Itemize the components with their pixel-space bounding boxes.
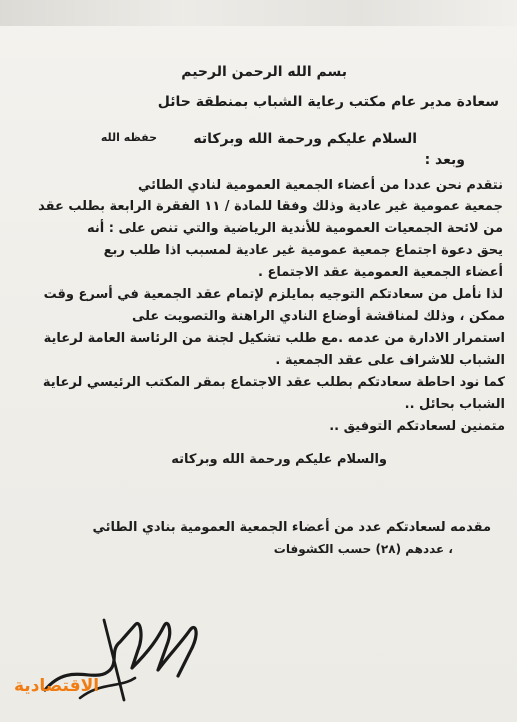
closing-salutation: والسلام عليكم ورحمة الله وبركاته	[171, 452, 387, 467]
paragraph2-line: الشباب بحائل ..	[404, 397, 505, 412]
after-greeting: وبعد :	[424, 152, 465, 168]
page-top-edge	[0, 0, 517, 26]
addressee-line: سعادة مدير عام مكتب رعاية الشباب بمنطقة حائل	[157, 94, 499, 110]
paragraph2-line: كما نود احاطة سعادتكم بطلب عقد الاجتماع بمقر المكتب الرئيسي لرعاية	[42, 375, 505, 390]
paragraph1-line: من لائحة الجمعيات العمومية للأندية الرياضية والتي تنص على : أنه	[86, 221, 503, 236]
greeting: السلام عليكم ورحمة الله وبركاته	[193, 131, 417, 147]
paragraph1-line: جمعية عمومية غير عادية وذلك وفقا للمادة / ١١ الفقرة الرابعة بطلب عقد	[38, 199, 503, 214]
paragraph2-line: الشباب للاشراف على عقد الجمعية .	[275, 353, 505, 368]
signatories-line: مقدمه لسعادتكم عدد من أعضاء الجمعية العمومية بنادي الطائي	[92, 520, 491, 535]
newspaper-logo: الاقتصادية	[14, 676, 100, 696]
paragraph1-line: يحق دعوة اجتماع جمعية عمومية غير عادية لمسبب اذا طلب ربع	[103, 243, 503, 258]
paragraph1-line: أعضاء الجمعية العمومية عقد الاجتماع .	[257, 265, 503, 280]
paragraph2-line: ممكن ، وذلك لمناقشة أوضاع النادي الراهنة والتصويت على	[131, 309, 505, 324]
paragraph2-line: متمنين لسعادتكم التوفيق ..	[329, 419, 505, 434]
honorific: حفظه الله	[100, 131, 157, 144]
paragraph1-line: نتقدم نحن عددا من أعضاء الجمعية العمومية لنادي الطائي	[138, 178, 503, 193]
signatories-count-line: ، عددهم (٢٨) حسب الكشوفات	[273, 542, 453, 556]
paragraph2-line: استمرار الادارة من عدمه .مع طلب تشكيل لجنة من الرئاسة العامة لرعاية	[43, 331, 505, 346]
paragraph1-line: لذا نأمل من سعادتكم التوجيه بمايلزم لإتمام عقد الجمعية في أسرع وقت	[43, 287, 503, 302]
basmala: بسم الله الرحمن الرحيم	[181, 64, 347, 80]
